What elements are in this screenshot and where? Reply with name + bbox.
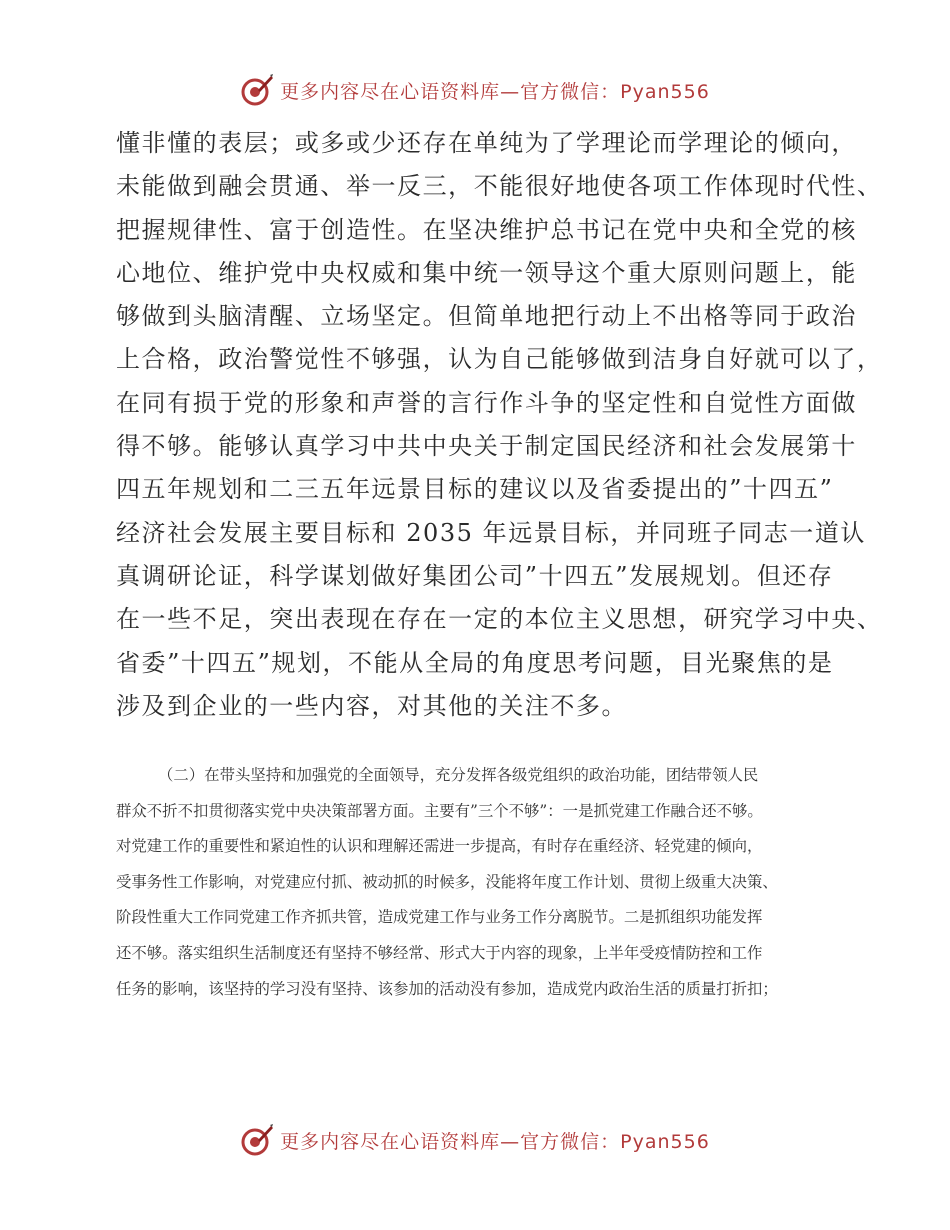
text-line: 涉及到企业的一些内容，对其他的关注不多。 bbox=[116, 691, 627, 720]
text-line: 四五年规划和二三五年远景目标的建议以及省委提出的”十四五” bbox=[116, 475, 834, 504]
footer-watermark-banner bbox=[0, 1120, 950, 1160]
section-two-paragraph bbox=[116, 758, 856, 1007]
pen-logo-icon bbox=[240, 1123, 274, 1157]
text-line: 还不够。落实组织生活制度还有坚持不够经常、形式大于内容的现象，上半年受疫情防控和工作 bbox=[116, 943, 763, 962]
text-line: 真调研论证，科学谋划做好集团公司”十四五”发展规划。但还存 bbox=[116, 561, 834, 590]
text-line: 阶段性重大工作同党建工作齐抓共管，造成党建工作与业务工作分离脱节。二是抓组织功能发挥 bbox=[116, 908, 763, 927]
text-line: 对党建工作的重要性和紧迫性的认识和理解还需进一步提高，有时存在重经济、轻党建的倾向， bbox=[116, 837, 763, 856]
banner-text: 更多内容尽在心语资料库—官方微信：Pyan556 bbox=[280, 80, 710, 103]
text-line: 任务的影响，该坚持的学习没有坚持、该参加的活动没有参加，造成党内政治生活的质量打折扣； bbox=[116, 979, 778, 998]
text-line: 得不够。能够认真学习中共中央关于制定国民经济和社会发展第十 bbox=[116, 432, 857, 461]
text-line: 懂非懂的表层；或多或少还存在单纯为了学理论而学理论的倾向， bbox=[116, 129, 857, 157]
text-line: 群众不折不扣贯彻落实党中央决策部署方面。主要有”三个不够”：一是抓党建工作融合还不够。 bbox=[116, 801, 763, 820]
text-line: 够做到头脑清醒、立场坚定。但简单地把行动上不出格等同于政治 bbox=[116, 302, 857, 331]
main-paragraph bbox=[116, 122, 883, 728]
text-line: 在同有损于党的形象和声誉的言行作斗争的坚定性和自觉性方面做 bbox=[116, 388, 857, 417]
text-line: 未能做到融会贯通、举一反三，不能很好地使各项工作体现时代性、 bbox=[116, 172, 883, 201]
banner-text: 更多内容尽在心语资料库—官方微信：Pyan556 bbox=[280, 1130, 710, 1153]
text-line: 省委”十四五”规划，不能从全局的角度思考问题，目光聚焦的是 bbox=[116, 648, 834, 677]
text-line: 把握规律性、富于创造性。在坚决维护总书记在党中央和全党的核 bbox=[116, 215, 857, 244]
text-line: 心地位、维护党中央权威和集中统一领导这个重大原则问题上，能 bbox=[116, 258, 857, 287]
header-watermark-banner bbox=[0, 70, 950, 110]
text-line: 经济社会发展主要目标和 2035 年远景目标，并同班子同志一道认 bbox=[116, 518, 866, 547]
text-line: 在一些不足，突出表现在存在一定的本位主义思想，研究学习中央、 bbox=[116, 605, 883, 634]
pen-logo-icon bbox=[240, 73, 274, 107]
section-heading-line: （二）在带头坚持和加强党的全面领导，充分发挥各级党组织的政治功能，团结带领人民 bbox=[158, 766, 759, 784]
text-line: 受事务性工作影响，对党建应付抓、被动抓的时候多，没能将年度工作计划、贯彻上级重大决策、 bbox=[116, 872, 778, 891]
text-line: 上合格，政治警觉性不够强，认为自己能够做到洁身自好就可以了， bbox=[116, 345, 883, 374]
